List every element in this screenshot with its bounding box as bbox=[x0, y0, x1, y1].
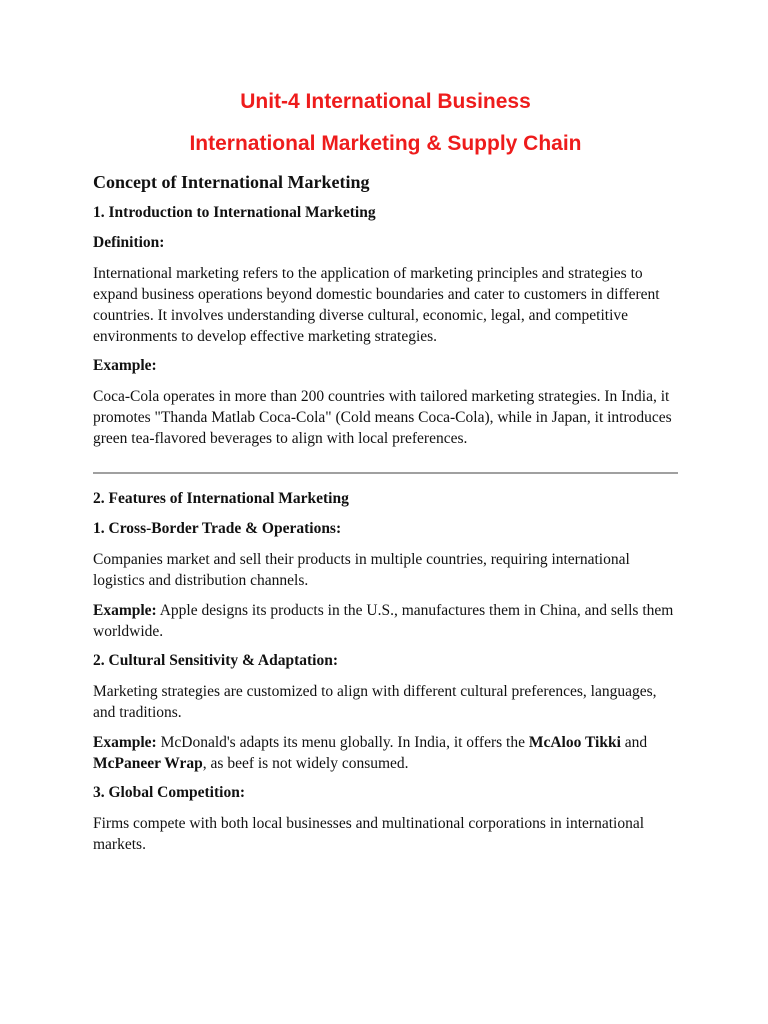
feature3-heading: 3. Global Competition: bbox=[93, 784, 245, 801]
document-page bbox=[93, 88, 678, 855]
example-text: Coca-Cola operates in more than 200 countries with tailored marketing strategies. In India, it promotes "Thanda Matlab Coca-Cola" (Cold means Coca-Cola), while in Japan, it introduces green tea-flavored beverages to align with local preferences. bbox=[93, 388, 672, 447]
concept-heading: Concept of International Marketing bbox=[93, 172, 370, 192]
feature2-heading: 2. Cultural Sensitivity & Adaptation: bbox=[93, 652, 339, 669]
section1-heading: 1. Introduction to International Marketing bbox=[93, 204, 376, 221]
feature1-example-label: Example: bbox=[93, 602, 157, 619]
feature2-example-bold2: McPaneer Wrap bbox=[93, 755, 203, 772]
feature2-example-pre: McDonald's adapts its menu globally. In India, it offers the bbox=[156, 734, 529, 751]
definition-text: International marketing refers to the application of marketing principles and strategies to expand business operations beyond domestic boundaries and cater to customers in different countries. It involves understanding diverse cultural, economic, legal, and competitive environments to develop effective marketing strategies. bbox=[93, 265, 660, 345]
feature1-example-text: Apple designs its products in the U.S., manufactures them in China, and sells them worldwide. bbox=[93, 602, 674, 640]
feature1-heading: 1. Cross-Border Trade & Operations: bbox=[93, 520, 342, 537]
feature1-example bbox=[93, 600, 678, 642]
feature2-text: Marketing strategies are customized to align with different cultural preferences, languages, and traditions. bbox=[93, 683, 657, 721]
chapter-title: International Marketing & Supply Chain bbox=[189, 132, 582, 155]
feature2-example-mid: and bbox=[620, 734, 648, 751]
example-label: Example: bbox=[93, 357, 157, 374]
feature2-example-post: , as beef is not widely consumed. bbox=[202, 755, 409, 772]
section-divider bbox=[93, 472, 678, 474]
feature3-text: Firms compete with both local businesses and multinational corporations in international markets. bbox=[93, 815, 645, 853]
feature2-example bbox=[93, 732, 678, 774]
definition-label: Definition: bbox=[93, 234, 165, 251]
feature2-example-label: Example: bbox=[93, 734, 157, 751]
feature1-text: Companies market and sell their products in multiple countries, requiring international logistics and distribution channels. bbox=[93, 551, 630, 589]
unit-title: Unit-4 International Business bbox=[240, 90, 531, 113]
feature2-example-bold1: McAloo Tikki bbox=[528, 734, 621, 751]
section2-heading: 2. Features of International Marketing bbox=[93, 490, 349, 507]
